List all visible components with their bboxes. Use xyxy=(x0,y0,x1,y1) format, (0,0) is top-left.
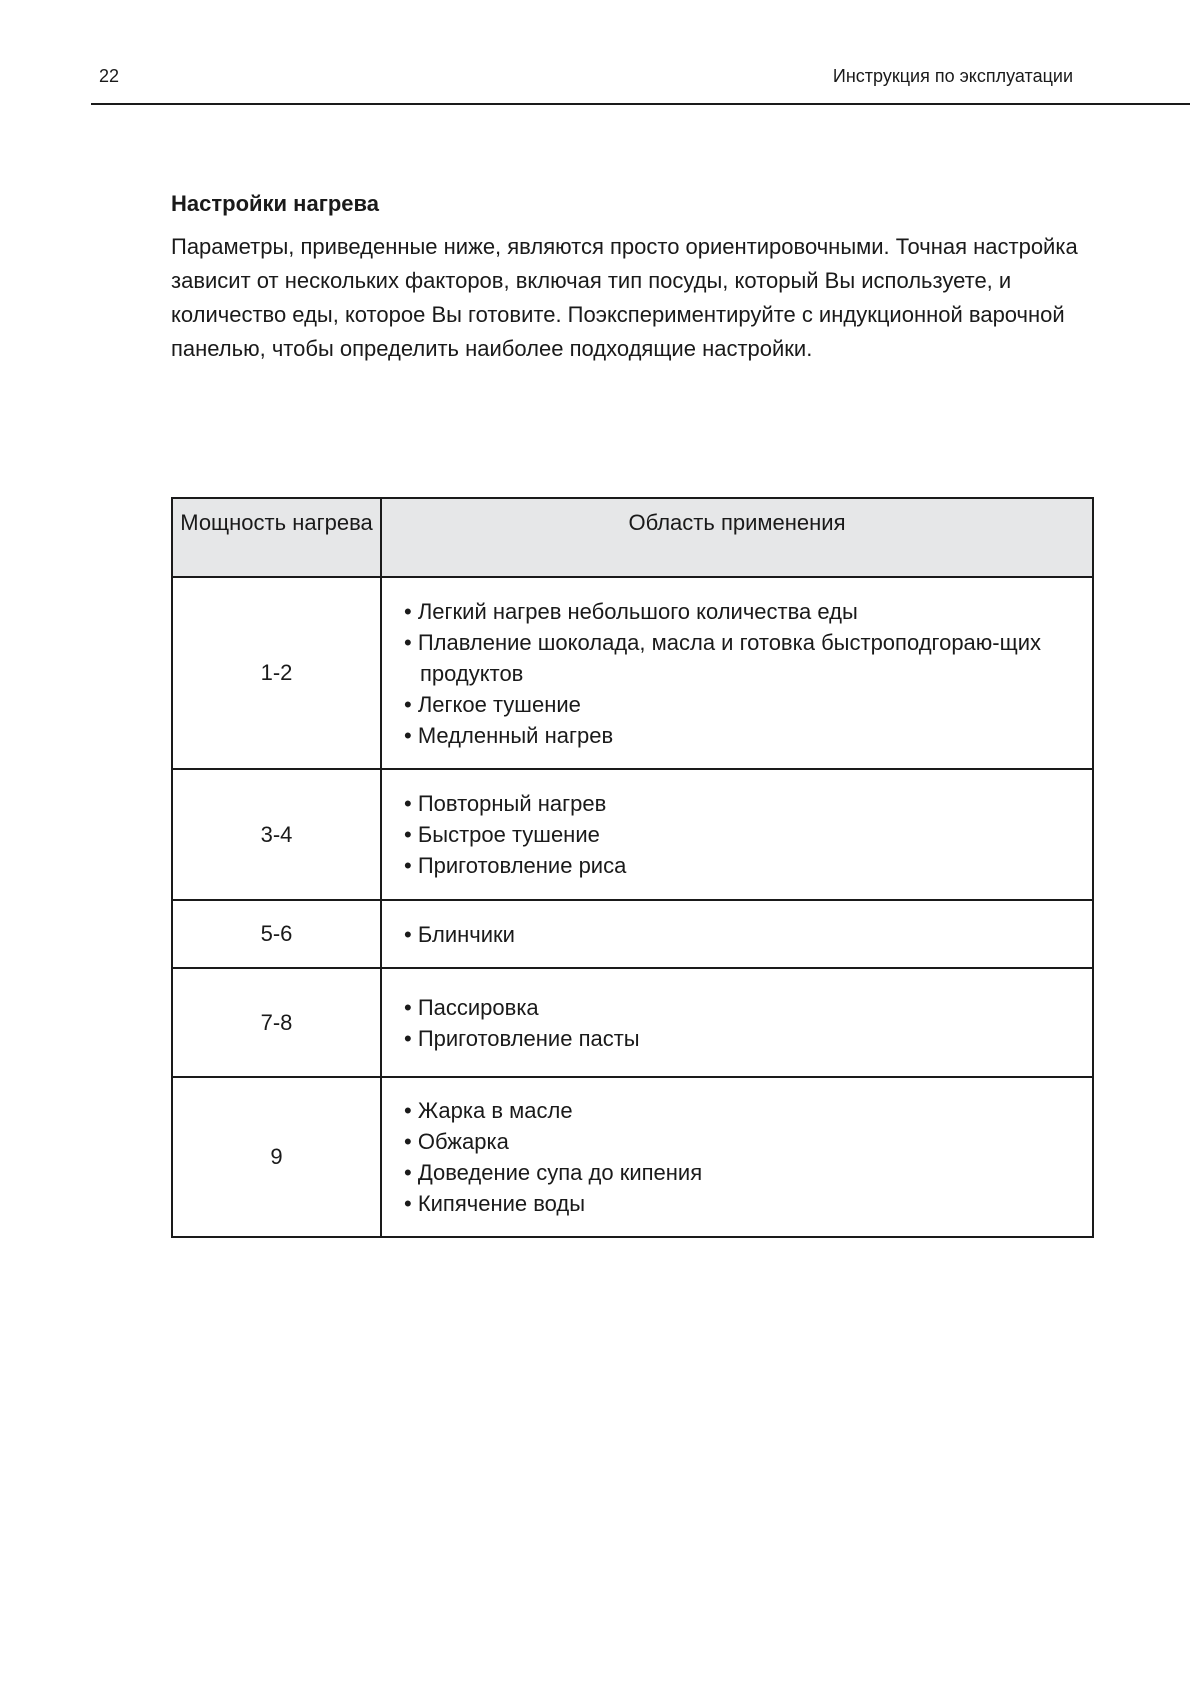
header-usage: Область применения xyxy=(381,498,1093,577)
table-row xyxy=(172,1077,1093,1237)
list-item: • Кипячение воды xyxy=(404,1188,1082,1219)
usage-cell xyxy=(381,769,1093,900)
table-row xyxy=(172,769,1093,900)
header-power: Мощность нагрева xyxy=(172,498,381,577)
power-level: 9 xyxy=(172,1077,381,1237)
list-item: • Обжарка xyxy=(404,1126,1082,1157)
usage-cell xyxy=(381,577,1093,769)
header-divider xyxy=(91,103,1190,105)
usage-list xyxy=(404,992,1082,1054)
running-header: Инструкция по эксплуатации xyxy=(832,66,1073,86)
usage-list xyxy=(404,1095,1082,1219)
power-level: 3-4 xyxy=(172,769,381,900)
page-number: 22 xyxy=(99,66,120,86)
list-item: • Доведение супа до кипения xyxy=(404,1157,1082,1188)
list-item: • Легкое тушение xyxy=(404,689,1082,720)
usage-list xyxy=(404,596,1082,751)
table-row xyxy=(172,968,1093,1077)
power-level: 5-6 xyxy=(172,900,381,968)
usage-cell xyxy=(381,1077,1093,1237)
power-level: 1-2 xyxy=(172,577,381,769)
table-row xyxy=(172,577,1093,769)
usage-list xyxy=(404,788,1082,881)
list-item: • Легкий нагрев небольшого количества еды xyxy=(404,596,1082,627)
usage-cell xyxy=(381,900,1093,968)
list-item: • Приготовление риса xyxy=(404,850,1082,881)
usage-list xyxy=(404,919,1082,950)
heat-settings-table xyxy=(171,497,1094,1238)
intro-paragraph: Параметры, приведенные ниже, являются просто ориентировочными. Точная настройка зависит от нескольких факторов, включая тип посуды, который Вы используете, и количество еды, которое Вы готовите. Поэкспериментируйте с индукционной варочной панелью, чтобы определить наиболее подходящие настройки. xyxy=(171,234,1078,361)
section-title: Настройки нагрева xyxy=(171,191,380,216)
power-level: 7-8 xyxy=(172,968,381,1077)
list-item: • Повторный нагрев xyxy=(404,788,1082,819)
usage-cell xyxy=(381,968,1093,1077)
list-item: • Медленный нагрев xyxy=(404,720,1082,751)
list-item: • Быстрое тушение xyxy=(404,819,1082,850)
list-item: • Жарка в масле xyxy=(404,1095,1082,1126)
list-item: • Приготовление пасты xyxy=(404,1023,1082,1054)
table-row xyxy=(172,900,1093,968)
table-header-row xyxy=(172,498,1093,577)
list-item: • Плавление шоколада, масла и готовка быстроподгораю-щих продуктов xyxy=(404,627,1082,689)
list-item: • Пассировка xyxy=(404,992,1082,1023)
list-item: • Блинчики xyxy=(404,919,1082,950)
